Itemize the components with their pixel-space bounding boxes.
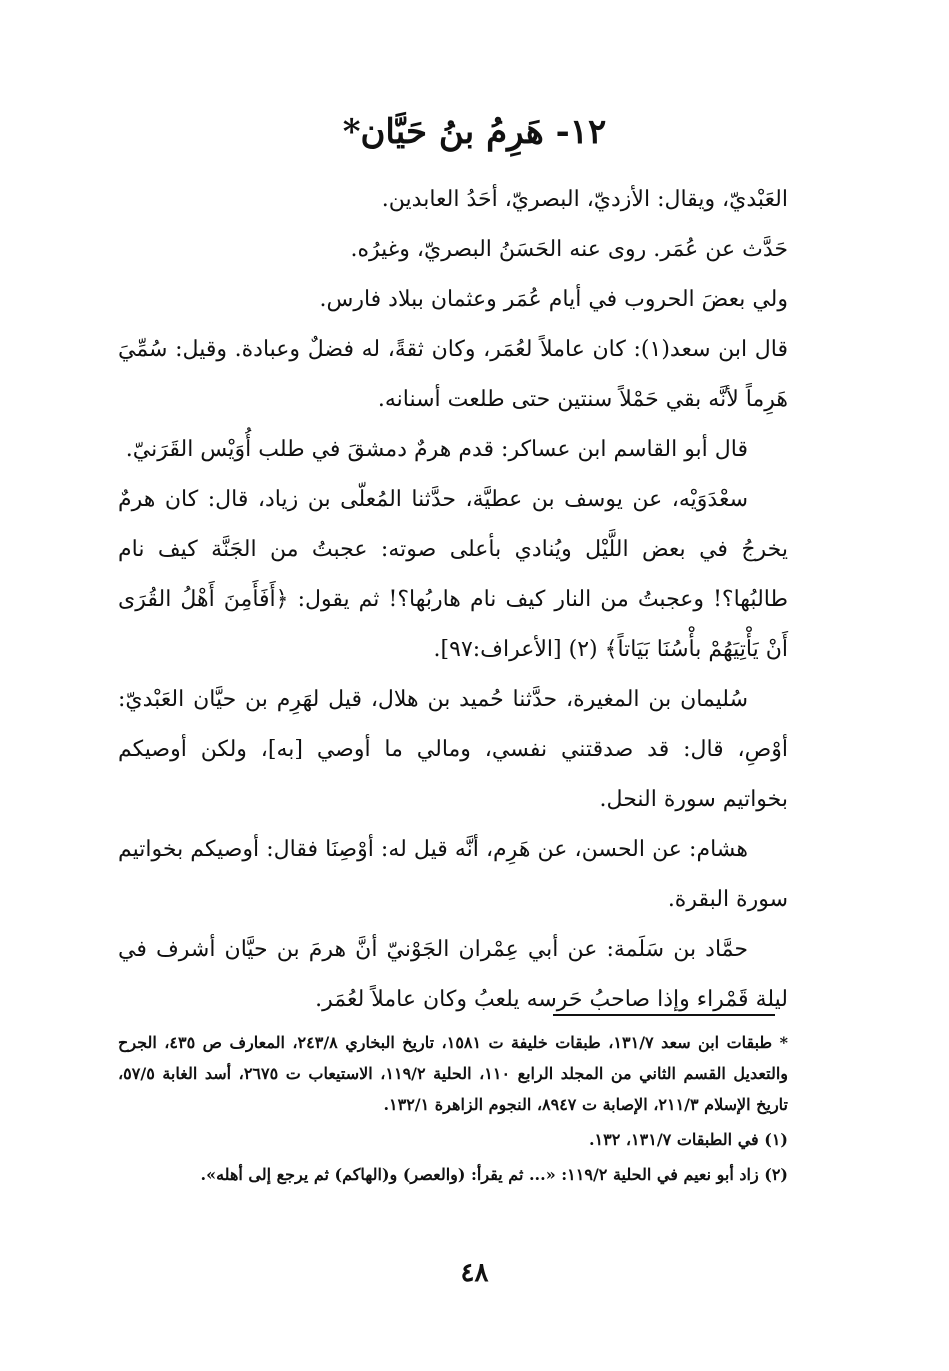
paragraph-2: حَدَّث عن عُمَر. روى عنه الحَسَنُ البصريّ، وغيرُه. [350, 237, 788, 262]
paragraph-6: سعْدَوَيْه، عن يوسف بن عطيَّة، حدَّثنا المُعلّى بن زياد، قال: كان هرمٌ يخرجُ في بعض اللَّيْل ويُنادي بأعلى صوته: عجبتُ من الجَنَّة كيف نام طالبُها؟! وعجبتُ من النار كيف نام هاربُها؟! ثم يقول: ﴿أَفَأَمِنَ أَهْلُ القُرَى أَنْ يَأْتِيَهُمْ بأْسُنَا بَيَاتاً﴾ (٢) [الأعراف:٩٧]. [118, 487, 788, 662]
footnotes [118, 1027, 788, 1194]
paragraph-8: هشام: عن الحسن، عن هَرِم، أنَّه قيل له: أوْصِنَا فقال: أوصيكم بخواتيم سورة البقرة. [118, 837, 788, 912]
paragraph-9: حمَّاد بن سَلَمة: عن أبي عِمْران الجَوْنيّ أنَّ هرمَ بن حيَّان أشرف في ليلة قَمْراء وإذا صاحبُ حَرسه يلعبُ وكان عاملاً لعُمَر. [118, 937, 788, 1012]
paragraph-3: ولي بعضَ الحروب في أيام عُمَر وعثمان ببلاد فارس. [319, 287, 788, 312]
footnote-divider [553, 1014, 775, 1016]
entry-title: ١٢- هَرِمُ بنُ حَيَّان* [342, 112, 607, 152]
paragraph-5: قال أبو القاسم ابن عساكر: قدم هرمٌ دمشقَ في طلب أُوَيْس القَرَنيّ. [125, 437, 748, 462]
paragraph-7: سُليمان بن المغيرة، حدَّثنا حُميد بن هلال، قيل لهَرِم بن حيَّان العَبْديّ: أوْصِ، قال: قد صدقتني نفسي، ومالي ما أوصي [به]، ولكن أوصيكم بخواتيم سورة النحل. [118, 687, 788, 812]
entry-body [118, 175, 788, 1025]
footnote-sources: * طبقات ابن سعد ١٣١/٧، طبقات خليفة ت ١٥٨١، تاريخ البخاري ٢٤٣/٨، المعارف ص ٤٣٥، الجرح والتعديل القسم الثاني من المجلد الرابع ١١٠، الحلية ١١٩/٢، الاستيعاب ت ٢٦٧٥، أسد الغابة ٥٧/٥، تاريخ الإسلام ٢١١/٣، الإصابة ت ٨٩٤٧، النجوم الزاهرة ١٣٢/١. [118, 1033, 788, 1114]
footnote-1: (١) في الطبقات ١٣١/٧، ١٣٢. [588, 1130, 788, 1149]
paragraph-1: العَبْديّ، ويقال: الأزديّ، البصريّ، أحَدُ العابدين. [381, 187, 788, 212]
paragraph-4: قال ابن سعد(١): كان عاملاً لعُمَر، وكان ثقةً، له فضلٌ وعبادة. وقيل: سُمِّيَ هَرِماً لأنَّه بقي حَمْلاً سنتين حتى طلعت أسنانه. [118, 337, 788, 412]
page-number: ٤٨ [460, 1258, 489, 1288]
footnote-2: (٢) زاد أبو نعيم في الحلية ١١٩/٢: «... ثم يقرأ: (والعصر) و(الهاكم) ثم يرجع إلى أهله». [200, 1165, 788, 1184]
